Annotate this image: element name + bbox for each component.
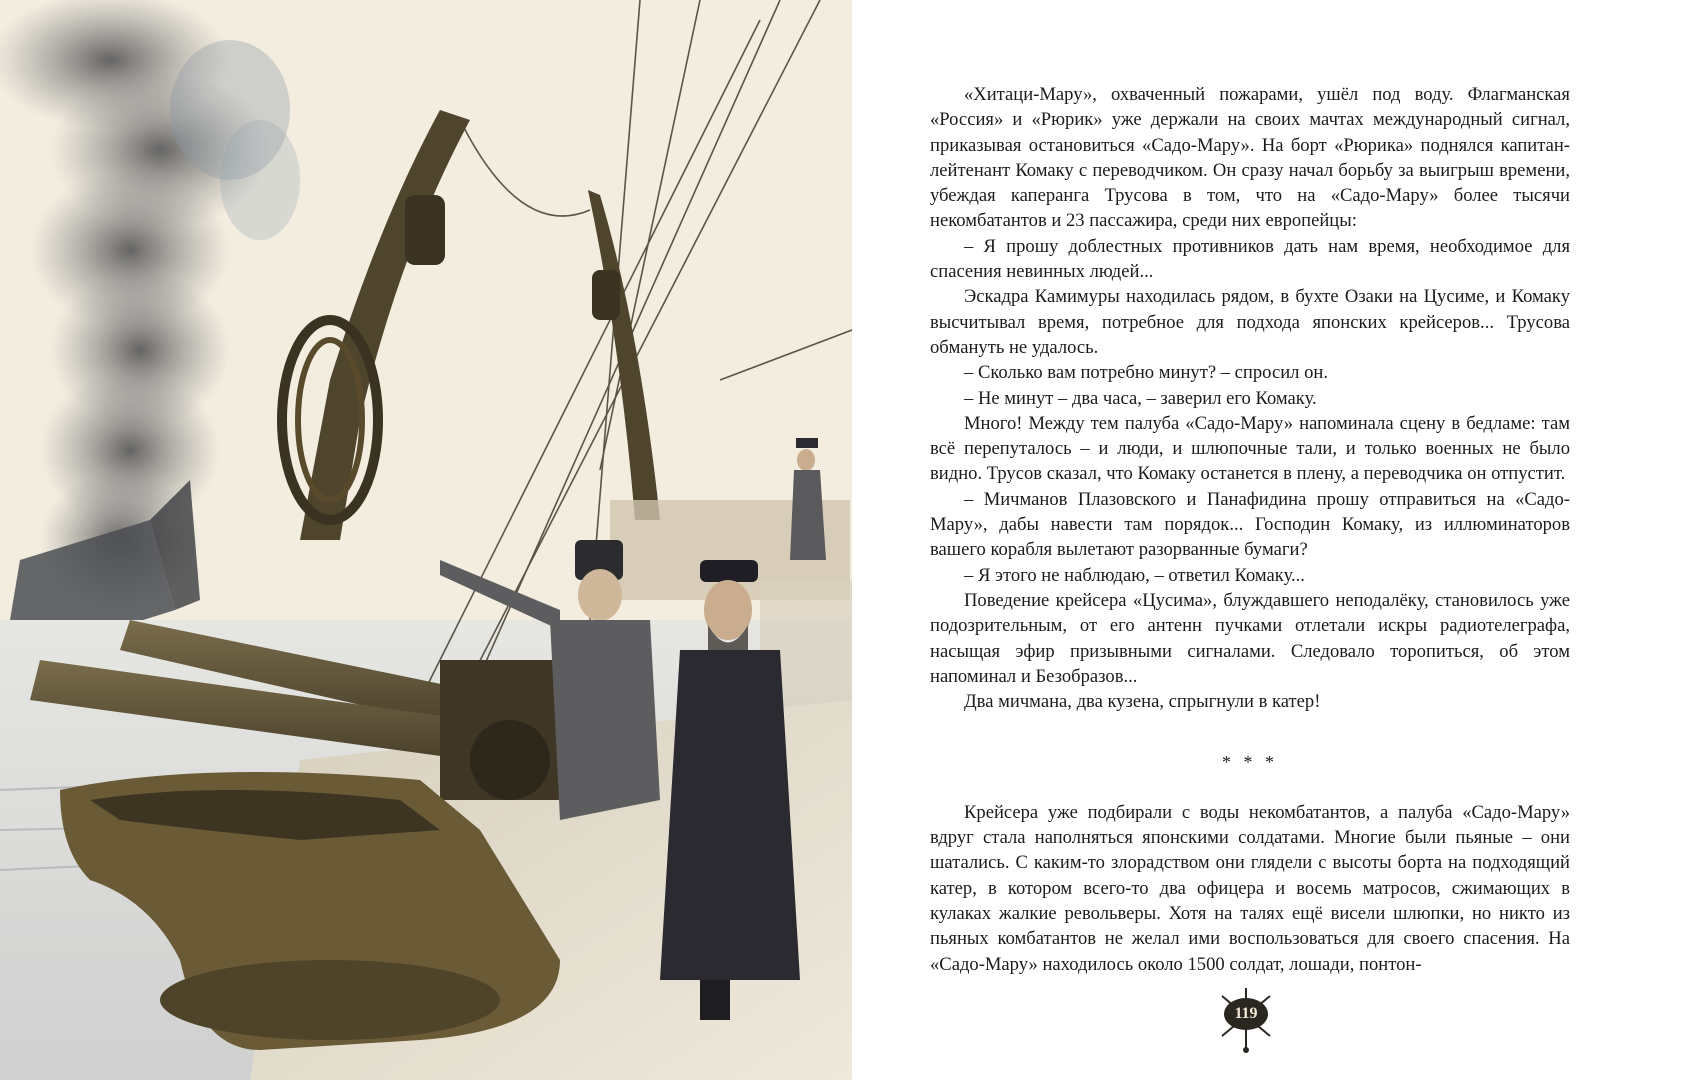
paragraph: «Хитаци-Мару», охваченный пожарами, ушёл под воду. Флагманская «Россия» и «Рюрик» уже держали на своих мачтах международный сигнал, приказывая остановиться «Садо-Мару». На борт «Рюрика» поднялся капитан-лейтенант Комаку с переводчиком. Он сразу начал борьбу за выигрыш времени, убеждая каперанга Трусова в том, что на «Садо-Мару» более тысячи некомбатантов и 23 пассажира, среди них европейцы:	[930, 84, 1570, 232]
paragraph: Крейсера уже подбирали с воды некомбатантов, а палуба «Садо-Мару» вдруг стала наполняться японскими солдатами. Многие были пьяные – они шатались. С каким-то злорадством они глядели с высоты борта на подходящий катер, в котором всего-то два офицера и восемь матросов, сжимающих в кулаках жалкие револьверы. Хотя на талях ещё висели шлюпки, но никто из пьяных комбатантов не желал ими воспользоваться для своего спасения. На «Садо-Мару» находилось около 1500 солдат, лошади, понтон-	[930, 801, 1570, 975]
page-number-ornament	[1216, 986, 1276, 1056]
paragraph: – Сколько вам потребно минут? – спросил он.	[964, 362, 1328, 384]
body-text	[930, 82, 1570, 977]
paragraph: – Я прошу доблестных противников дать нам время, необходимое для спасения невинных людей...	[930, 235, 1570, 283]
text-page	[852, 0, 1704, 1080]
paragraph: Эскадра Камимуры находилась рядом, в бухте Озаки на Цусиме, и Комаку высчитывал время, потребное для подхода японских крейсеров... Трусова обмануть не удалось.	[930, 286, 1570, 358]
paragraph: Много! Между тем палуба «Садо-Мару» напоминала сцену в бедламе: там всё перепуталось – и люди, и шлюпочные тали, и только военных не было видно. Трусов сказал, что Комаку останется в плену, а переводчика он отпустит.	[930, 412, 1570, 485]
paragraph: Поведение крейсера «Цусима», блуждавшего неподалёку, становилось уже подозрительным, от его антенн пучками отлетали искры радиотелеграфа, насыщая эфир призывными сигналами. Следовало торопиться, об этом напоминал и Безобразов...	[930, 589, 1570, 687]
paragraph: – Не минут – два часа, – заверил его Комаку.	[964, 387, 1317, 409]
paragraph: – Мичманов Плазовского и Панафидина прошу отправиться на «Садо-Мару», дабы навести там порядок... Господин Комаку, из иллюминаторов вашего корабля вылетают разорванные бумаги?	[930, 488, 1570, 561]
page-number: 119	[1234, 1005, 1258, 1022]
section-separator: * * *	[1222, 752, 1278, 773]
paragraph: – Я этого не наблюдаю, – ответил Комаку...	[964, 564, 1305, 586]
paragraph: Два мичмана, два кузена, спрыгнули в катер!	[964, 691, 1321, 713]
